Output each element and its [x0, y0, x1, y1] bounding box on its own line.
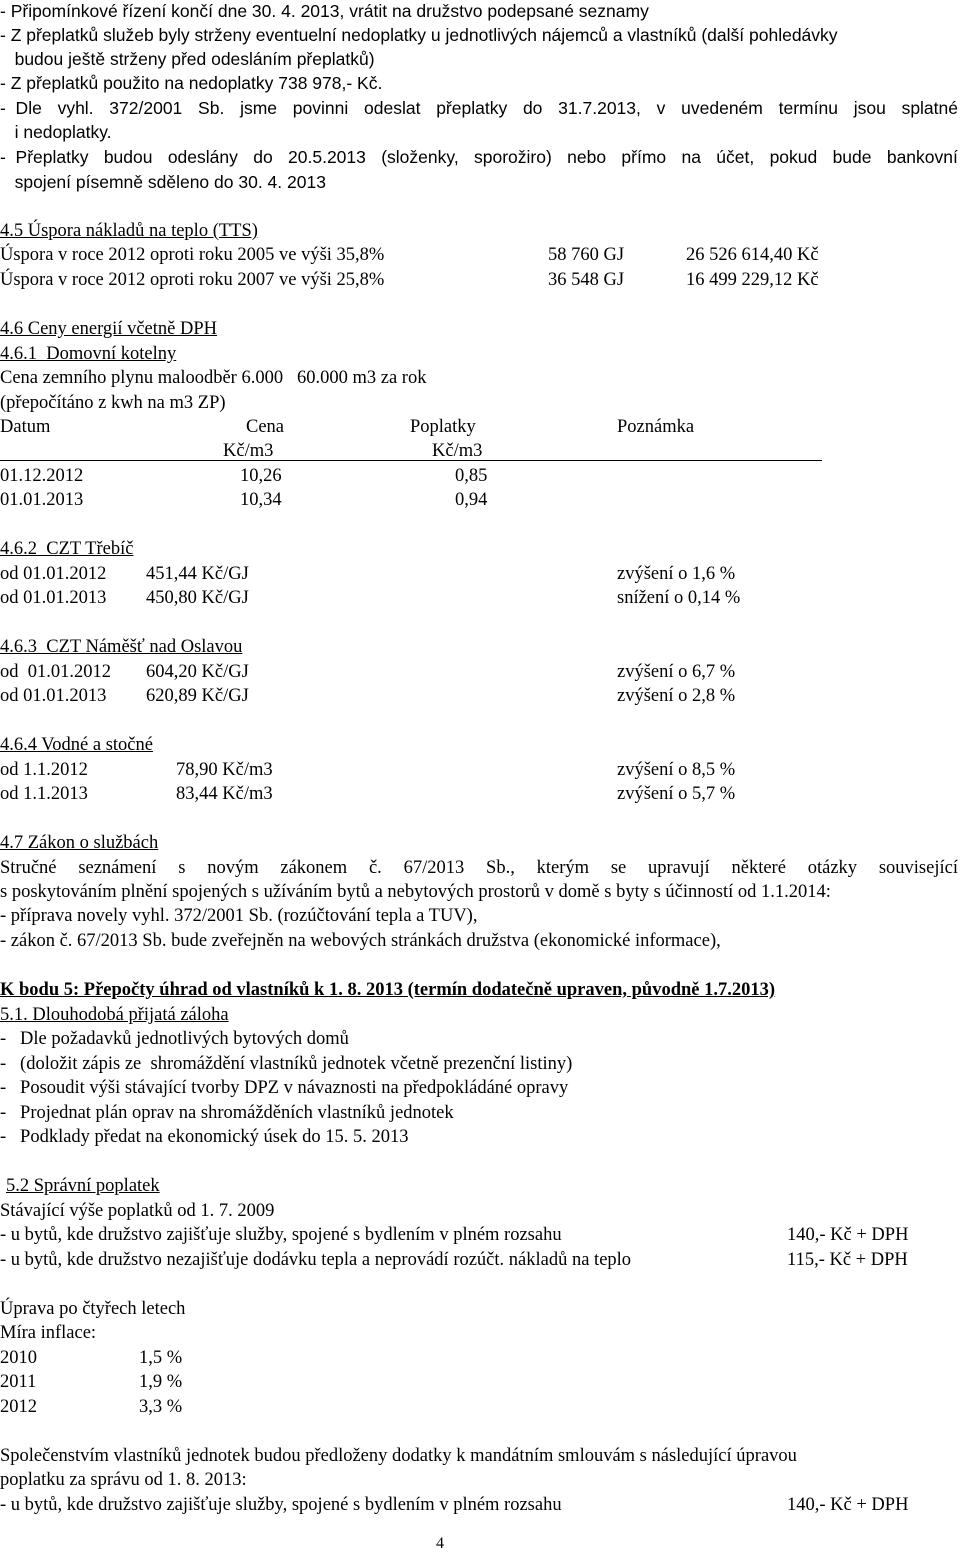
gas-row-2-poplatky: 0,94 — [455, 490, 488, 510]
s51-item-5: - Podklady předat na ekonomický úsek do 15. 5. 2013 — [0, 1127, 409, 1147]
word: v — [656, 98, 666, 118]
final-line-2: poplatku za správu od 1. 8. 2013: — [0, 1470, 247, 1490]
voda-row-1-note: zvýšení o 8,5 % — [617, 760, 736, 780]
trebic-row-1-price: 451,44 Kč/GJ — [146, 564, 249, 584]
trebic-row-1-from: od 01.01.2012 — [0, 564, 107, 584]
word: budou — [103, 147, 153, 167]
namest-row-1-price: 604,20 Kč/GJ — [146, 662, 249, 682]
s45-row-1-kc: 26 526 614,40 Kč — [686, 245, 819, 265]
gas-price-line: Cena zemního plynu maloodběr 6.000 60.000 m3 za rok — [0, 368, 427, 388]
gas-row-1-poplatky: 0,85 — [455, 466, 488, 486]
section-4-6-2-heading: 4.6.2 CZT Třebíč — [0, 539, 134, 559]
gas-conversion-note: (přepočítáno z kwh na m3 ZP) — [0, 393, 226, 413]
word: bude — [832, 147, 872, 167]
trebic-row-2-from: od 01.01.2013 — [0, 588, 107, 608]
word: Stručné — [0, 858, 57, 878]
s45-row-1-gj: 58 760 GJ — [548, 245, 625, 265]
word: seznámení — [78, 858, 157, 878]
s45-row-2-kc: 16 499 229,12 Kč — [686, 270, 819, 290]
section-4-6-3-heading: 4.6.3 CZT Náměšť nad Oslavou — [0, 637, 243, 657]
word: upravují — [648, 858, 710, 878]
word: přímo — [621, 147, 667, 167]
section-5-1-heading: 5.1. Dlouhodobá přijatá záloha — [0, 1005, 229, 1025]
word: otázky — [807, 858, 858, 878]
voda-row-1-price: 78,90 Kč/m3 — [176, 760, 273, 780]
gas-row-1-date: 01.12.2012 — [0, 466, 84, 486]
gas-table-rule — [0, 460, 822, 461]
gas-row-1-cena: 10,26 — [240, 466, 282, 486]
namest-row-1-from: od 01.01.2012 — [0, 662, 111, 682]
inflace-row-2-rate: 1,9 % — [139, 1372, 183, 1392]
gas-row-2-date: 01.01.2013 — [0, 490, 84, 510]
intro-line-5 — [0, 97, 958, 119]
word: přeplatky — [436, 98, 508, 118]
voda-row-2-note: zvýšení o 5,7 % — [617, 784, 736, 804]
inflace-row-1-rate: 1,5 % — [139, 1348, 183, 1368]
final-row-text: - u bytů, kde družstvo zajišťuje služby, spojené s bydlením v plném rozsahu — [0, 1495, 562, 1515]
section-4-6-4-heading: 4.6.4 Vodné a stočné — [0, 735, 153, 755]
section-5-2-heading: 5.2 Správní poplatek — [6, 1176, 160, 1196]
s45-row-2-gj: 36 548 GJ — [548, 270, 625, 290]
inflace-label: Míra inflace: — [0, 1323, 97, 1343]
intro-line-1: - Připomínkové řízení končí dne 30. 4. 2013, vrátit na družstvo podepsané seznamy — [0, 1, 649, 21]
inflace-row-3-rate: 3,3 % — [139, 1397, 183, 1417]
s51-item-1: - Dle požadavků jednotlivých bytových domů — [0, 1029, 349, 1049]
word: splatné — [901, 98, 958, 118]
namest-row-2-note: zvýšení o 2,8 % — [617, 686, 736, 706]
word: se — [610, 858, 627, 878]
s52-current: Stávající výše poplatků od 1. 7. 2009 — [0, 1201, 275, 1221]
word: - Dle — [0, 98, 42, 118]
word: 372/2001 — [109, 98, 183, 118]
word: uvedeném — [681, 98, 763, 118]
word: sporožiro) — [474, 147, 552, 167]
s52-row-1-amount: 140,- Kč + DPH — [787, 1225, 909, 1245]
voda-row-2-price: 83,44 Kč/m3 — [176, 784, 273, 804]
s51-item-4: - Projednat plán oprav na shromážděních vlastníků jednotek — [0, 1103, 454, 1123]
namest-row-2-price: 620,89 Kč/GJ — [146, 686, 249, 706]
word: vyhl. — [57, 98, 94, 118]
word: 31.7.2013, — [558, 98, 641, 118]
inflace-row-2-year: 2011 — [0, 1372, 37, 1392]
word: některé — [731, 858, 786, 878]
word: odeslat — [364, 98, 421, 118]
word: s — [178, 858, 186, 878]
word: Sb., — [486, 858, 515, 878]
uprava-heading: Úprava po čtyřech letech — [0, 1299, 186, 1319]
section-4-6-1-heading: 4.6.1 Domovní kotelny — [0, 344, 177, 364]
word: účet, — [716, 147, 755, 167]
intro-line-6: i nedoplatky. — [0, 122, 112, 142]
word: novým — [207, 858, 259, 878]
word: pokud — [769, 147, 818, 167]
gas-table-header-cena: Cena — [246, 417, 285, 437]
word: Sb. — [198, 98, 225, 118]
word: č. — [368, 858, 382, 878]
word: nebo — [567, 147, 607, 167]
word: (složenky, — [381, 147, 459, 167]
word: zákonem — [280, 858, 348, 878]
trebic-row-2-price: 450,80 Kč/GJ — [146, 588, 249, 608]
word: jsou — [853, 98, 886, 118]
gas-table-unit-cena: Kč/m3 — [223, 441, 274, 461]
namest-row-2-from: od 01.01.2013 — [0, 686, 107, 706]
word: - Přeplatky — [0, 147, 89, 167]
s52-row-1-text: - u bytů, kde družstvo zajišťuje služby, spojené s bydlením v plném rozsahu — [0, 1225, 562, 1245]
s47-line-2: s poskytováním plnění spojených s užíváním bytů a nebytových prostorů v domě s byty s účinností od 1.1.2014: — [0, 882, 831, 902]
word: související — [878, 858, 958, 878]
section-4-5-heading: 4.5 Úspora nákladů na teplo (TTS) — [0, 221, 258, 241]
inflace-row-1-year: 2010 — [0, 1348, 37, 1368]
word: na — [681, 147, 701, 167]
inflace-row-3-year: 2012 — [0, 1397, 37, 1417]
section-4-7-heading: 4.7 Zákon o službách — [0, 833, 159, 853]
intro-line-2: - Z přeplatků služeb byly strženy eventuelní nedoplatky u jednotlivých nájemců a vlastníků (další pohledávky — [0, 25, 838, 45]
word: povinni — [292, 98, 349, 118]
word: bankovní — [886, 147, 958, 167]
page-number: 4 — [436, 1535, 444, 1552]
word: kterým — [536, 858, 590, 878]
gas-table-header-poplatky: Poplatky — [410, 417, 476, 437]
intro-line-8: spojení písemně sděleno do 30. 4. 2013 — [0, 172, 326, 192]
word: do — [253, 147, 273, 167]
s47-line-1 — [0, 857, 958, 879]
gas-table-unit-poplatky: Kč/m3 — [432, 441, 483, 461]
s45-row-1-label: Úspora v roce 2012 oproti roku 2005 ve výši 35,8% — [0, 245, 385, 265]
bod-5-heading: K bodu 5: Přepočty úhrad od vlastníků k 1. 8. 2013 (termín dodatečně upraven, původně 1.7.2013) — [0, 980, 776, 1000]
s45-row-2-label: Úspora v roce 2012 oproti roku 2007 ve výši 25,8% — [0, 270, 385, 290]
word: 20.5.2013 — [288, 147, 366, 167]
intro-line-7 — [0, 146, 958, 168]
word: 67/2013 — [403, 858, 465, 878]
s47-line-3: - příprava novely vyhl. 372/2001 Sb. (rozúčtování tepla a TUV), — [0, 906, 478, 926]
s51-item-2: - (doložit zápis ze shromáždění vlastníků jednotek včetně prezenční listiny) — [0, 1054, 573, 1074]
trebic-row-1-note: zvýšení o 1,6 % — [617, 564, 736, 584]
voda-row-2-from: od 1.1.2013 — [0, 784, 88, 804]
word: do — [522, 98, 543, 118]
s51-item-3: - Posoudit výši stávající tvorby DPZ v návaznosti na předpokládáné opravy — [0, 1078, 569, 1098]
s52-row-2-text: - u bytů, kde družstvo nezajišťuje dodávku tepla a neprovádí rozúčt. nákladů na teplo — [0, 1250, 632, 1270]
word: termínu — [778, 98, 838, 118]
final-line-1: Společenstvím vlastníků jednotek budou předloženy dodatky k mandátním smlouvám s následující úpravou — [0, 1446, 797, 1466]
s47-line-4: - zákon č. 67/2013 Sb. bude zveřejněn na webových stránkách družstva (ekonomické informace), — [0, 931, 721, 951]
namest-row-1-note: zvýšení o 6,7 % — [617, 662, 736, 682]
word: odeslány — [167, 147, 238, 167]
gas-table-header-datum: Datum — [0, 417, 51, 437]
gas-row-2-cena: 10,34 — [240, 490, 282, 510]
s52-row-2-amount: 115,- Kč + DPH — [787, 1250, 908, 1270]
gas-table-header-poznamka: Poznámka — [617, 417, 695, 437]
section-4-6-heading: 4.6 Ceny energií včetně DPH — [0, 319, 217, 339]
final-row-amount: 140,- Kč + DPH — [787, 1495, 909, 1515]
intro-line-4: - Z přeplatků použito na nedoplatky 738 978,- Kč. — [0, 73, 383, 93]
voda-row-1-from: od 1.1.2012 — [0, 760, 88, 780]
word: jsme — [240, 98, 278, 118]
trebic-row-2-note: snížení o 0,14 % — [617, 588, 741, 608]
intro-line-3: budou ještě strženy před odesláním přeplatků) — [0, 49, 375, 69]
